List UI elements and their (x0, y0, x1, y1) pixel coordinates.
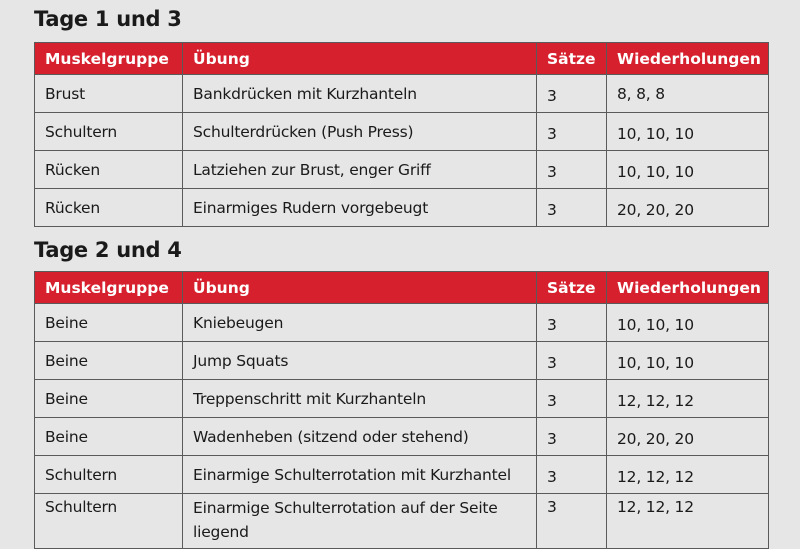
cell-sets: 3 (537, 418, 607, 456)
workout-table-days-2-4 (34, 271, 769, 549)
header-sets: Sätze (537, 272, 607, 304)
table-row (35, 75, 769, 113)
table-header-row (35, 272, 769, 304)
cell-reps: 12, 12, 12 (607, 494, 769, 549)
section-title-days-1-3: Tage 1 und 3 (34, 7, 182, 31)
cell-muscle-group: Schultern (35, 456, 183, 494)
cell-sets: 3 (537, 304, 607, 342)
table-header-row (35, 43, 769, 75)
cell-sets: 3 (537, 151, 607, 189)
cell-muscle-group: Brust (35, 75, 183, 113)
cell-exercise: Bankdrücken mit Kurzhanteln (183, 75, 537, 113)
cell-sets: 3 (537, 494, 607, 549)
cell-muscle-group: Rücken (35, 189, 183, 227)
table-row (35, 304, 769, 342)
cell-sets: 3 (537, 113, 607, 151)
table-row (35, 151, 769, 189)
cell-exercise: Wadenheben (sitzend oder stehend) (183, 418, 537, 456)
cell-reps: 12, 12, 12 (607, 456, 769, 494)
cell-reps: 10, 10, 10 (607, 113, 769, 151)
cell-muscle-group: Schultern (35, 494, 183, 549)
table-row (35, 113, 769, 151)
cell-muscle-group: Beine (35, 380, 183, 418)
cell-muscle-group: Schultern (35, 113, 183, 151)
cell-reps: 8, 8, 8 (607, 75, 769, 113)
cell-exercise: Treppenschritt mit Kurzhanteln (183, 380, 537, 418)
cell-reps: 20, 20, 20 (607, 418, 769, 456)
cell-exercise: Einarmige Schulterrotation auf der Seite liegend (183, 494, 537, 549)
cell-sets: 3 (537, 380, 607, 418)
cell-exercise: Einarmige Schulterrotation mit Kurzhantel (183, 456, 537, 494)
cell-reps: 20, 20, 20 (607, 189, 769, 227)
table-row (35, 380, 769, 418)
header-reps: Wiederholungen (607, 43, 769, 75)
table-row (35, 189, 769, 227)
header-exercise: Übung (183, 272, 537, 304)
cell-muscle-group: Beine (35, 342, 183, 380)
header-muscle-group: Muskelgruppe (35, 272, 183, 304)
table-row (35, 494, 769, 549)
cell-exercise: Einarmiges Rudern vorgebeugt (183, 189, 537, 227)
header-sets: Sätze (537, 43, 607, 75)
cell-exercise: Kniebeugen (183, 304, 537, 342)
header-muscle-group: Muskelgruppe (35, 43, 183, 75)
table-row (35, 418, 769, 456)
cell-sets: 3 (537, 342, 607, 380)
cell-muscle-group: Beine (35, 418, 183, 456)
cell-exercise: Jump Squats (183, 342, 537, 380)
section-title-days-2-4: Tage 2 und 4 (34, 238, 182, 262)
cell-exercise: Schulterdrücken (Push Press) (183, 113, 537, 151)
table-row (35, 342, 769, 380)
cell-reps: 12, 12, 12 (607, 380, 769, 418)
cell-exercise: Latziehen zur Brust, enger Griff (183, 151, 537, 189)
header-reps: Wiederholungen (607, 272, 769, 304)
workout-table-days-1-3 (34, 42, 769, 227)
header-exercise: Übung (183, 43, 537, 75)
cell-reps: 10, 10, 10 (607, 342, 769, 380)
cell-muscle-group: Rücken (35, 151, 183, 189)
cell-sets: 3 (537, 75, 607, 113)
table-row (35, 456, 769, 494)
cell-reps: 10, 10, 10 (607, 304, 769, 342)
cell-sets: 3 (537, 189, 607, 227)
cell-sets: 3 (537, 456, 607, 494)
cell-reps: 10, 10, 10 (607, 151, 769, 189)
cell-muscle-group: Beine (35, 304, 183, 342)
